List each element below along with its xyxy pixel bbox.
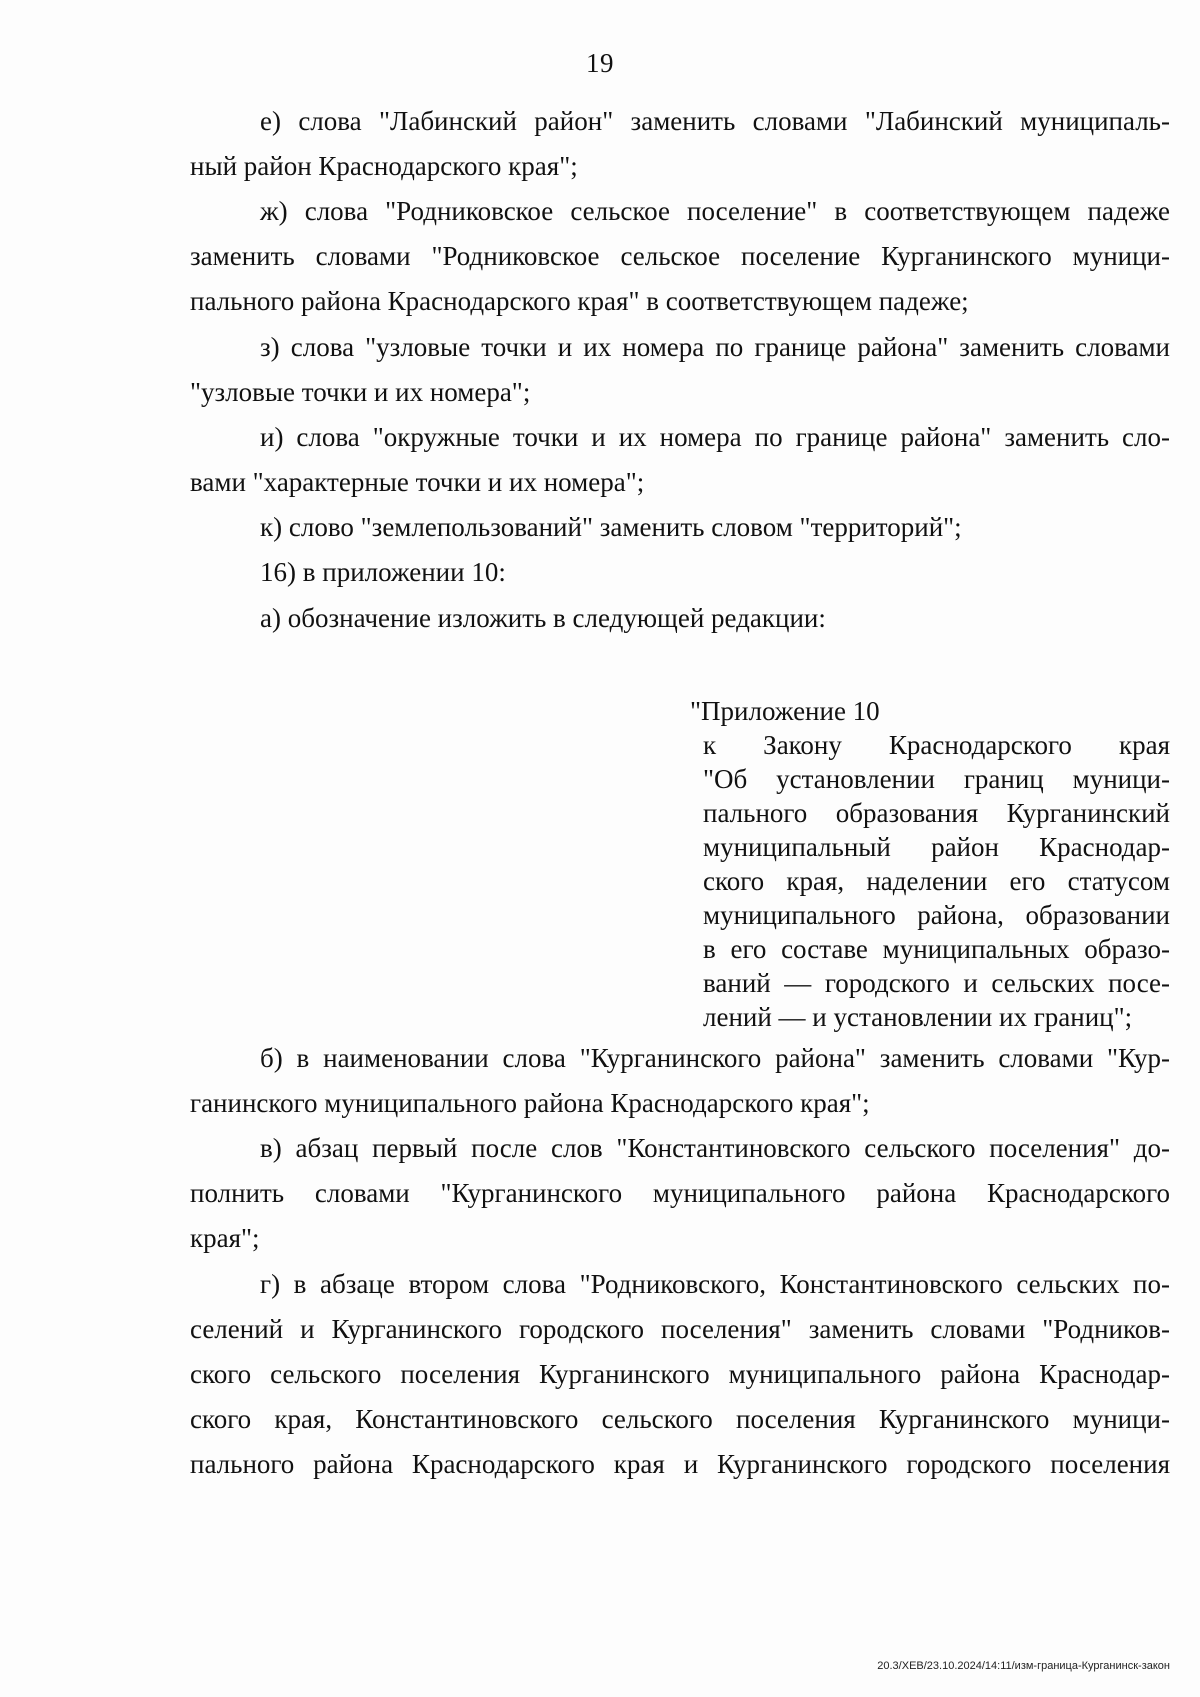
appendix-header-block (690, 694, 1170, 1034)
paragraph-g (190, 1262, 1170, 1487)
paragraph-b (190, 1036, 1170, 1126)
appendix-line: в его составе муниципальных образо- (703, 934, 1170, 964)
paragraph-line: вами "характерные точки и их номера"; (190, 467, 645, 497)
paragraph-line: пального района Краснодарского края и Курганинского городского поселения (190, 1449, 1170, 1479)
paragraph-line: е) слова "Лабинский район" заменить словами "Лабинский муниципаль- (260, 106, 1170, 136)
appendix-line: к Закону Краснодарского края (703, 730, 1170, 760)
paragraph-line: 16) в приложении 10: (260, 557, 506, 587)
paragraph-line: ный район Краснодарского края"; (190, 151, 578, 181)
paragraph-line: пального района Краснодарского края" в соответствующем падеже; (190, 286, 969, 316)
paragraph-line: к) слово "землепользований" заменить словом "территорий"; (260, 512, 962, 542)
paragraph-line: полнить словами "Курганинского муниципального района Краснодарского (190, 1178, 1170, 1208)
paragraph-line: в) абзац первый после слов "Константиновского сельского поселения" до- (260, 1133, 1170, 1163)
paragraph-line: селений и Курганинского городского поселения" заменить словами "Родников- (190, 1314, 1170, 1344)
appendix-line: "Об установлении границ муници- (703, 764, 1170, 794)
paragraph-line: а) обозначение изложить в следующей редакции: (260, 603, 826, 633)
appendix-title: "Приложение 10 (690, 696, 880, 726)
paragraph-line: "узловые точки и их номера"; (190, 377, 531, 407)
paragraph-line: б) в наименовании слова "Курганинского района" заменить словами "Кур- (260, 1043, 1170, 1073)
paragraph-line: ского сельского поселения Курганинского муниципального района Краснодар- (190, 1359, 1170, 1389)
appendix-line: муниципального района, образовании (703, 900, 1170, 930)
paragraph-a (190, 596, 1170, 641)
appendix-line: лений — и установлении их границ"; (703, 1002, 1133, 1032)
appendix-line: ского края, наделении его статусом (703, 866, 1170, 896)
paragraph-line: ского края, Константиновского сельского поселения Курганинского муници- (190, 1404, 1170, 1434)
paragraph-line: заменить словами "Родниковское сельское поселение Курганинского муници- (190, 241, 1170, 271)
page-number: 19 (586, 48, 614, 78)
appendix-line: ваний — городского и сельских посе- (703, 968, 1170, 998)
appendix-line: пального образования Курганинский (703, 798, 1170, 828)
paragraph-k (190, 505, 1170, 550)
paragraph-e (190, 99, 1170, 189)
paragraph-line: з) слова "узловые точки и их номера по границе района" заменить словами (260, 332, 1170, 362)
paragraph-z (190, 325, 1170, 415)
paragraph-line: края"; (190, 1223, 260, 1253)
paragraph-16 (190, 550, 1170, 595)
paragraph-zh (190, 189, 1170, 324)
paragraph-line: ганинского муниципального района Краснодарского края"; (190, 1088, 870, 1118)
paragraph-line: г) в абзаце втором слова "Родниковского, Константиновского сельских по- (260, 1269, 1170, 1299)
paragraph-v (190, 1126, 1170, 1261)
document-footer-code: 20.3/ХЕВ/23.10.2024/14:11/изм-граница-Курганинск-закон (877, 1660, 1170, 1672)
paragraph-line: ж) слова "Родниковское сельское поселение" в соответствующем падеже (260, 196, 1170, 226)
appendix-line: муниципальный район Краснодар- (703, 832, 1170, 862)
paragraph-line: и) слова "окружные точки и их номера по границе района" заменить сло- (260, 422, 1170, 452)
paragraph-i (190, 415, 1170, 505)
